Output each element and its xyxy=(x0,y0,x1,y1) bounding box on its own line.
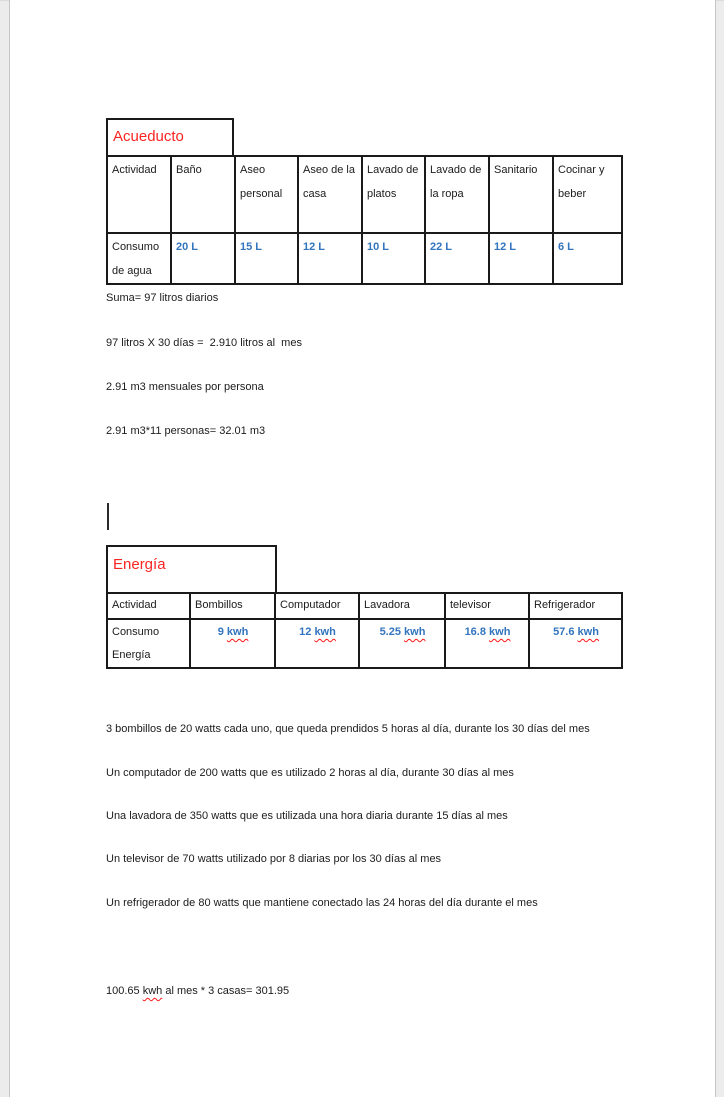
energia-row-label[interactable]: Consumo Energía xyxy=(107,619,190,668)
energia-title-cell[interactable] xyxy=(106,545,277,594)
acueducto-header-actividad[interactable]: Actividad xyxy=(107,156,171,233)
acueducto-value-lavado-ropa[interactable]: 22 L xyxy=(425,233,489,284)
energy-note-lavadora[interactable]: Una lavadora de 350 watts que es utilizada una hora diaria durante 15 días al mes xyxy=(106,810,508,822)
total-prefix: 100.65 xyxy=(106,985,143,997)
acueducto-header-lavado-ropa[interactable]: Lavado de la ropa xyxy=(425,156,489,233)
energia-header-refrigerador[interactable]: Refrigerador xyxy=(529,593,622,619)
water-note-m3-total[interactable]: 2.91 m3*11 personas= 32.01 m3 xyxy=(106,425,266,437)
energia-value-amount: 5.25 xyxy=(379,626,405,638)
energia-value-amount: 9 xyxy=(217,626,227,638)
document-page[interactable] xyxy=(9,0,716,1097)
energia-header-actividad[interactable]: Actividad xyxy=(107,593,190,619)
acueducto-value-aseo-personal[interactable]: 15 L xyxy=(235,233,298,284)
acueducto-value-cocinar[interactable]: 6 L xyxy=(553,233,622,284)
energy-note-refrigerador[interactable]: Un refrigerador de 80 watts que mantiene conectado las 24 horas del día durante el mes xyxy=(106,897,538,909)
energia-value-unit: kwh xyxy=(577,626,599,638)
acueducto-header-sanitario[interactable]: Sanitario xyxy=(489,156,553,233)
energia-value-unit: kwh xyxy=(489,626,511,638)
energia-table[interactable] xyxy=(106,592,623,669)
acueducto-header-row xyxy=(107,156,622,233)
total-suffix: al mes * 3 casas= 301.95 xyxy=(162,985,290,997)
energia-value-amount: 57.6 xyxy=(553,626,578,638)
acueducto-value-lavado-platos[interactable]: 10 L xyxy=(362,233,425,284)
energia-value-amount: 12 xyxy=(299,626,315,638)
acueducto-table[interactable] xyxy=(106,155,623,285)
energia-value-amount: 16.8 xyxy=(464,626,490,638)
energia-title: Energía xyxy=(113,556,166,573)
acueducto-header-cocinar[interactable]: Cocinar y beber xyxy=(553,156,622,233)
energy-total-line[interactable] xyxy=(106,984,289,998)
acueducto-title-cell[interactable] xyxy=(106,118,234,157)
acueducto-value-sanitario[interactable]: 12 L xyxy=(489,233,553,284)
energia-value-unit: kwh xyxy=(314,626,336,638)
energy-note-bombillos[interactable]: 3 bombillos de 20 watts cada uno, que queda prendidos 5 horas al día, durante los 30 días del mes xyxy=(106,723,590,735)
acueducto-header-bano[interactable]: Baño xyxy=(171,156,235,233)
acueducto-value-bano[interactable]: 20 L xyxy=(171,233,235,284)
acueducto-header-lavado-platos[interactable]: Lavado de platos xyxy=(362,156,425,233)
acueducto-value-aseo-casa[interactable]: 12 L xyxy=(298,233,362,284)
energia-data-row xyxy=(107,619,622,668)
acueducto-title: Acueducto xyxy=(113,128,184,145)
energy-note-televisor[interactable]: Un televisor de 70 watts utilizado por 8 diarias por los 30 días al mes xyxy=(106,853,442,865)
water-note-m3-persona[interactable]: 2.91 m3 mensuales por persona xyxy=(106,381,264,393)
energia-value-bombillos[interactable] xyxy=(190,619,275,668)
energia-header-computador[interactable]: Computador xyxy=(275,593,359,619)
energia-value-lavadora[interactable] xyxy=(359,619,445,668)
energia-value-unit: kwh xyxy=(404,626,426,638)
text-cursor xyxy=(107,503,109,530)
energia-value-televisor[interactable] xyxy=(445,619,529,668)
energia-header-bombillos[interactable]: Bombillos xyxy=(190,593,275,619)
water-note-suma[interactable]: Suma= 97 litros diarios xyxy=(106,292,219,304)
energia-value-refrigerador[interactable] xyxy=(529,619,622,668)
acueducto-header-aseo-casa[interactable]: Aseo de la casa xyxy=(298,156,362,233)
acueducto-header-aseo-personal[interactable]: Aseo personal xyxy=(235,156,298,233)
energia-header-lavadora[interactable]: Lavadora xyxy=(359,593,445,619)
acueducto-row-label[interactable]: Consumo de agua xyxy=(107,233,171,284)
energy-note-computador[interactable]: Un computador de 200 watts que es utilizado 2 horas al día, durante 30 días al mes xyxy=(106,767,514,779)
energia-value-computador[interactable] xyxy=(275,619,359,668)
energia-header-row xyxy=(107,593,622,619)
water-note-monthly-litros[interactable]: 97 litros X 30 días = 2.910 litros al mes xyxy=(106,337,302,349)
energia-value-unit: kwh xyxy=(226,626,249,638)
energia-header-televisor[interactable]: televisor xyxy=(445,593,529,619)
acueducto-data-row xyxy=(107,233,622,284)
total-unit: kwh xyxy=(142,985,163,997)
